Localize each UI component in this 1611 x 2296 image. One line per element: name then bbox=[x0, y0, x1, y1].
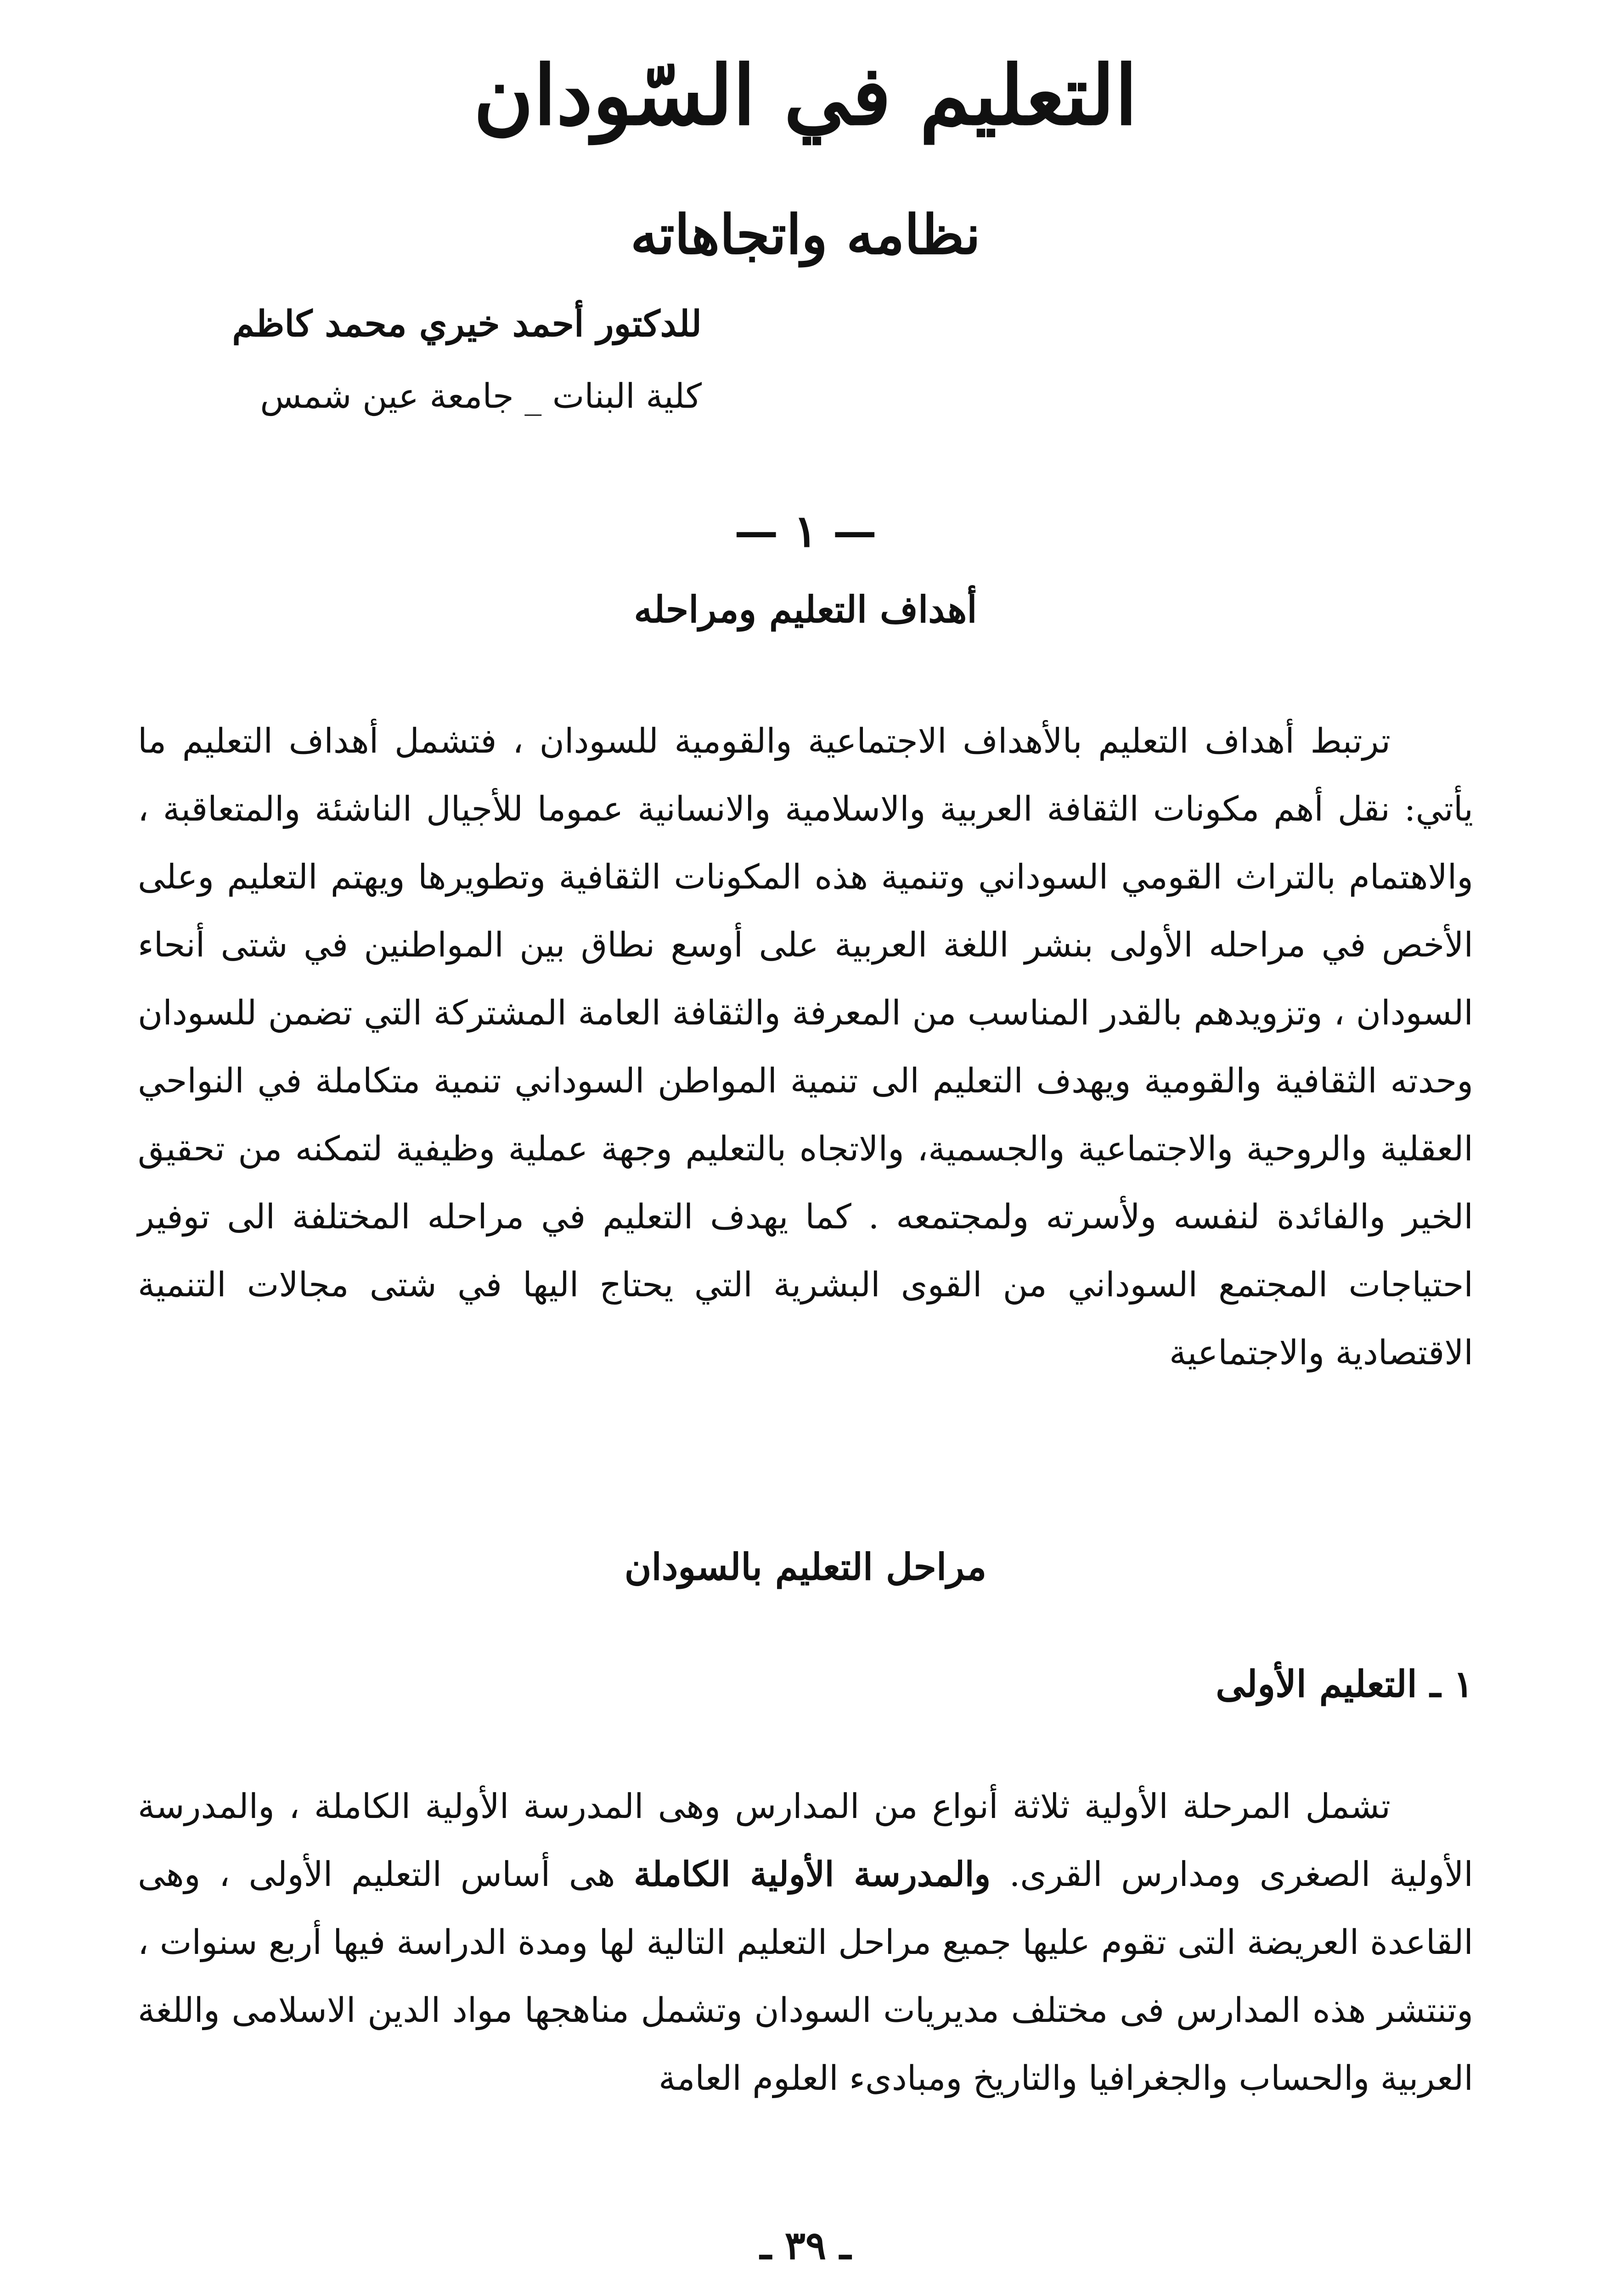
article-title: التعليم في السّودان bbox=[473, 47, 1138, 143]
author-affiliation: كلية البنات _ جامعة عين شمس bbox=[260, 377, 702, 416]
section-title: أهداف التعليم ومراحله bbox=[634, 588, 977, 631]
section-paragraph-goals: ترتبط أهداف التعليم بالأهداف الاجتماعية والقومية للسودان ، فتشمل أهداف التعليم ما يأتي: نقل أهم مكونات الثقافة العربية والاسلامية والانسانية عموما للأجيال الناشئة والمتعاقبة ، والاهتمام بالتراث القومي السوداني وتنمية هذه المكونات الثقافية وتطويرها ويهتم التعليم وعلى الأخص في مراحله الأولى بنشر اللغة العربية على أوسع نطاق بين المواطنين في شتى أنحاء السودان ، وتزويدهم بالقدر المناسب من المعرفة والثقافة العامة المشتركة التي تضمن للسودان وحدته الثقافية والقومية ويهدف التعليم الى تنمية المواطن السوداني تنمية متكاملة في النواحي العقلية والروحية والاجتماعية والجسمية، والاتجاه بالتعليم وجهة عملية وظيفية لتمكنه من تحقيق الخير والفائدة لنفسه ولأسرته ولمجتمعه . كما يهدف التعليم في مراحله المختلفة الى توفير احتياجات المجتمع السوداني من القوى البشرية التي يحتاج اليها في شتى مجالات التنمية الاقتصادية والاجتماعية bbox=[138, 721, 1473, 1373]
section-paragraph-primary-stage bbox=[138, 1773, 1473, 2112]
article-subtitle: نظامه واتجاهاته bbox=[630, 203, 981, 266]
paragraph-text-part2: هى أساس التعليم الأولى ، وهى القاعدة العريضة التى تقوم عليها جميع مراحل التعليم التالية لها ومدة الدراسة فيها أربع سنوات ، وتنتشر هذه المدارس فى مختلف مديريات السودان وتشمل مناهجها مواد الدين الاسلامى واللغة العربية والحساب والجغرافيا والتاريخ ومبادىء العلوم العامة bbox=[138, 1855, 1473, 2098]
paragraph-text-part1: تشمل المرحلة الأولية ثلاثة أنواع من المدارس وهى المدرسة الأولية الكاملة ، والمدرسة الأولية الصغرى ومدارس القرى. bbox=[138, 1787, 1473, 1894]
stage-title-primary: ١ ـ التعليم الأولى bbox=[1216, 1662, 1473, 1705]
section-number: — ١ — bbox=[734, 505, 877, 557]
subsection-title: مراحل التعليم بالسودان bbox=[624, 1545, 987, 1588]
author-name: للدكتور أحمد خيري محمد كاظم bbox=[232, 303, 702, 345]
paragraph-bold-phrase: والمدرسة الأولية الكاملة bbox=[634, 1855, 991, 1894]
page-number: ـ ٣٩ ـ bbox=[760, 2223, 851, 2268]
